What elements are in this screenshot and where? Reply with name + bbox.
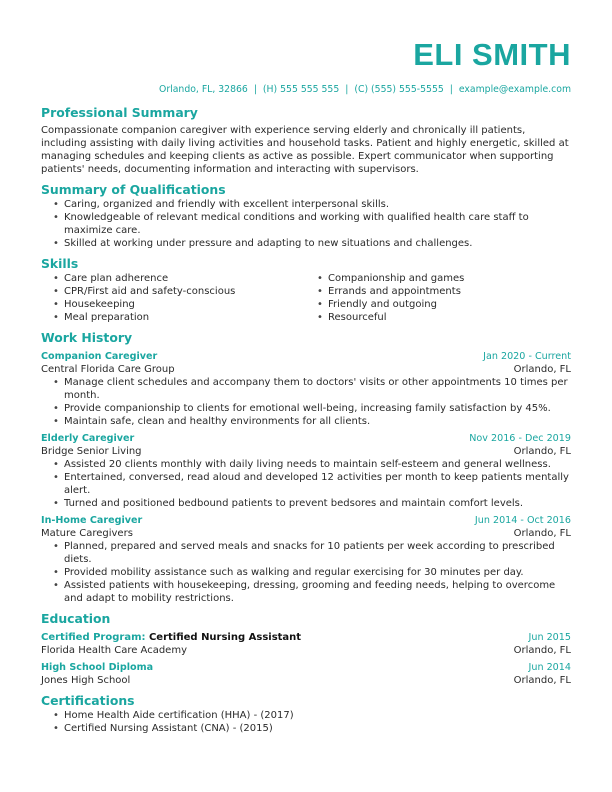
job-company: Bridge Senior Living xyxy=(41,446,142,457)
job-entry xyxy=(41,432,571,510)
skills-right-list xyxy=(305,272,569,324)
school-name: Florida Health Care Academy xyxy=(41,645,187,656)
summary-text: Compassionate companion caregiver with experience serving elderly and chronically ill patients, including assisting with daily living activities and household tasks. Patient and highly energetic, skilled at managing schedules and keeping clients as active as possible. Expert communicator when supporting patients' needs, documenting information and interacting with supervisors. xyxy=(41,125,569,175)
contact-line: Orlando, FL, 32866 | (H) 555 555 555 | (C) (555) 555-5555 | example@example.com xyxy=(159,84,571,95)
job-entry xyxy=(41,514,571,605)
contact-email[interactable]: example@example.com xyxy=(458,84,571,95)
job-company: Central Florida Care Group xyxy=(41,364,175,375)
list-item: • Home Health Aide certification (HHA) - (2017) xyxy=(41,709,571,722)
degree-name: High School Diploma xyxy=(41,662,154,673)
list-item: • Turned and positioned bedbound patients to prevent bedsores and maintain comfort levels. xyxy=(41,497,571,510)
job-title: In-Home Caregiver xyxy=(41,515,143,526)
job-bullets xyxy=(41,458,571,510)
section-heading-skills: Skills xyxy=(41,256,79,271)
list-item: • Certified Nursing Assistant (CNA) - (2015) xyxy=(41,722,571,735)
job-dates: Jun 2014 - Oct 2016 xyxy=(474,515,571,526)
job-entry xyxy=(41,350,571,428)
list-item: • Provide companionship to clients for emotional well-being, increasing family satisfaction by 45%. xyxy=(41,402,571,415)
education-section xyxy=(41,611,571,687)
list-item: • Provided mobility assistance such as walking and regular exercising for 30 minutes per day. xyxy=(41,566,571,579)
certifications-section xyxy=(41,693,571,735)
qualifications-section xyxy=(41,182,571,250)
list-item: • Assisted 20 clients monthly with daily living needs to maintain self-esteem and general wellness. xyxy=(41,458,571,471)
list-item: • Knowledgeable of relevant medical conditions and working with qualified health care staff to maximize care. xyxy=(41,211,571,237)
work-history-section xyxy=(41,330,571,605)
job-bullets xyxy=(41,540,571,605)
job-title: Elderly Caregiver xyxy=(41,433,135,444)
job-location: Orlando, FL xyxy=(513,528,571,539)
section-heading-work-history: Work History xyxy=(41,330,133,345)
qualifications-list xyxy=(41,198,571,250)
contact-location: Orlando, FL, 32866 xyxy=(159,84,248,95)
certifications-list xyxy=(41,709,571,735)
school-location: Orlando, FL xyxy=(513,645,571,656)
skills-section xyxy=(41,256,571,324)
list-item: • Manage client schedules and accompany them to doctors' visits or other appointments 10 times per month. xyxy=(41,376,571,402)
job-dates: Jan 2020 - Current xyxy=(483,351,571,362)
job-location: Orlando, FL xyxy=(513,446,571,457)
list-item: • Resourceful xyxy=(305,311,569,324)
section-heading-certifications: Certifications xyxy=(41,693,135,708)
list-item: • CPR/First aid and safety-conscious xyxy=(41,285,305,298)
list-item: • Skilled at working under pressure and adapting to new situations and challenges. xyxy=(41,237,571,250)
job-location: Orlando, FL xyxy=(513,364,571,375)
degree-prefix: Certified Program: xyxy=(41,632,146,643)
list-item: • Friendly and outgoing xyxy=(305,298,569,311)
degree-date: Jun 2014 xyxy=(528,662,571,673)
degree-title xyxy=(41,631,301,644)
education-entry xyxy=(41,631,571,657)
list-item: • Care plan adherence xyxy=(41,272,305,285)
list-item: • Entertained, conversed, read aloud and developed 12 activities per month to keep patients mentally alert. xyxy=(41,471,571,497)
contact-home-phone: (H) 555 555 555 xyxy=(262,84,340,95)
list-item: • Assisted patients with housekeeping, dressing, grooming and feeding needs, helping to overcome and adapt to mobility restrictions. xyxy=(41,579,571,605)
skills-columns xyxy=(41,272,571,324)
list-item: • Planned, prepared and served meals and snacks for 10 patients per week according to prescribed diets. xyxy=(41,540,571,566)
list-item: • Maintain safe, clean and healthy environments for all clients. xyxy=(41,415,571,428)
school-name: Jones High School xyxy=(41,675,131,686)
list-item: • Meal preparation xyxy=(41,311,305,324)
job-bullets xyxy=(41,376,571,428)
school-location: Orlando, FL xyxy=(513,675,571,686)
list-item: • Errands and appointments xyxy=(305,285,569,298)
contact-cell-phone: (C) (555) 555-5555 xyxy=(354,84,444,95)
list-item: • Housekeeping xyxy=(41,298,305,311)
job-company: Mature Caregivers xyxy=(41,528,133,539)
degree-date: Jun 2015 xyxy=(528,632,571,643)
job-dates: Nov 2016 - Dec 2019 xyxy=(469,433,571,444)
skills-left-list xyxy=(41,272,305,324)
degree-name: Certified Nursing Assistant xyxy=(148,632,302,643)
summary-section xyxy=(41,105,571,176)
job-title: Companion Caregiver xyxy=(41,351,158,362)
section-heading-qualifications: Summary of Qualifications xyxy=(41,182,226,197)
section-heading-summary: Professional Summary xyxy=(41,105,198,120)
section-heading-education: Education xyxy=(41,611,111,626)
candidate-name: ELI SMITH xyxy=(413,37,571,72)
list-item: • Caring, organized and friendly with excellent interpersonal skills. xyxy=(41,198,571,211)
list-item: • Companionship and games xyxy=(305,272,569,285)
education-entry xyxy=(41,661,571,687)
